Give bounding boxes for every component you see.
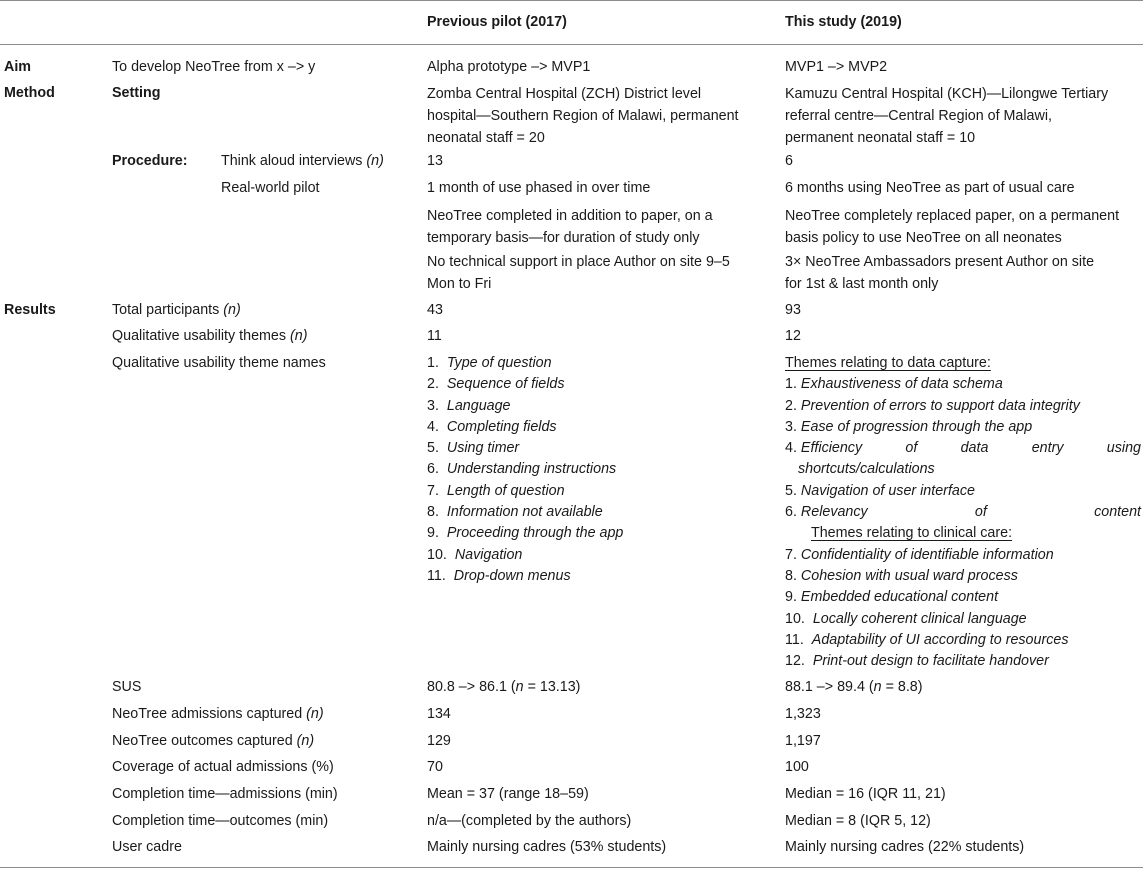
- list-item: [785, 630, 1141, 651]
- completion-outcomes-previous: n/a—(completed by the authors): [427, 813, 632, 829]
- list-num: 9.: [427, 525, 439, 542]
- header-rule: [0, 44, 1143, 45]
- list-num: 3.: [785, 418, 797, 435]
- think-aloud-n: (n): [366, 153, 384, 169]
- section-results: Results: [4, 302, 56, 318]
- top-rule: [0, 0, 1143, 1]
- pilot-this-3: [785, 251, 1094, 295]
- list-item: [427, 502, 623, 523]
- think-aloud-text: Think aloud interviews: [221, 153, 367, 169]
- list-text: Drop-down menus: [453, 567, 571, 584]
- coverage-previous: 70: [427, 759, 443, 775]
- completion-outcomes-label: Completion time—outcomes (min): [112, 813, 329, 829]
- setting-this: [785, 83, 1108, 149]
- themes-count-n: (n): [290, 328, 308, 344]
- setting-previous-line: hospital—Southern Region of Malawi, permanent: [427, 108, 739, 124]
- list-num: 5.: [427, 440, 439, 457]
- pilot-this-3-line: for 1st & last month only: [785, 276, 939, 292]
- list-item: [785, 566, 1141, 587]
- aim-previous: Alpha prototype –> MVP1: [427, 59, 591, 75]
- pilot-previous-3-line: No technical support in place Author on site 9–5: [427, 254, 730, 270]
- admissions-label: [112, 704, 324, 724]
- setting-previous: [427, 83, 739, 149]
- list-word: entry: [1031, 440, 1064, 457]
- list-word: data: [960, 440, 989, 457]
- list-text: Understanding instructions: [446, 461, 617, 478]
- list-word: using: [1106, 440, 1141, 457]
- outcomes-text: NeoTree outcomes captured: [112, 733, 297, 749]
- pilot-this-1: 6 months using NeoTree as part of usual care: [785, 180, 1075, 196]
- themes-heading-data-capture: [785, 353, 1141, 374]
- completion-admissions-previous: Mean = 37 (range 18–59): [427, 786, 589, 802]
- list-num: 3.: [427, 397, 439, 414]
- themes-count-previous: 11: [427, 328, 442, 344]
- sus-n: n: [515, 679, 524, 695]
- completion-admissions-label: Completion time—admissions (min): [112, 786, 338, 802]
- list-item: [785, 374, 1141, 395]
- pilot-previous-3: [427, 251, 730, 295]
- think-aloud-label: [221, 151, 384, 171]
- list-text: Proceeding through the app: [446, 525, 624, 542]
- total-participants-previous: 43: [427, 302, 443, 318]
- list-word: Efficiency: [800, 440, 863, 457]
- list-item: [427, 481, 623, 502]
- list-num: 10.: [427, 546, 447, 563]
- sus-this: [785, 677, 923, 697]
- pilot-previous-2: [427, 205, 713, 249]
- pilot-previous-2-line: NeoTree completed in addition to paper, on a: [427, 208, 713, 224]
- sus-text: = 13.13): [523, 679, 581, 695]
- aim-this: MVP1 –> MVP2: [785, 59, 888, 75]
- list-item: [785, 417, 1141, 438]
- list-word: Relevancy: [800, 504, 868, 521]
- total-participants-this: 93: [785, 302, 801, 318]
- sus-text: 80.8 –> 86.1 (: [427, 679, 516, 695]
- setting-this-line: referral centre—Central Region of Malawi,: [785, 108, 1052, 124]
- section-method: Method: [4, 85, 55, 101]
- list-num: 5.: [785, 482, 797, 499]
- list-text: shortcuts/calculations: [798, 461, 935, 478]
- list-item: [785, 481, 1141, 502]
- theme-names-this: [785, 353, 1141, 672]
- outcomes-n: (n): [296, 733, 315, 749]
- list-item: [785, 651, 1141, 672]
- header-previous-pilot: Previous pilot (2017): [427, 14, 567, 30]
- themes-count-this: 12: [785, 328, 801, 344]
- user-cadre-label: User cadre: [112, 839, 182, 855]
- theme-names-previous: [427, 353, 623, 587]
- pilot-label: Real-world pilot: [221, 180, 320, 196]
- list-item: [785, 396, 1141, 417]
- list-num: 10.: [785, 610, 805, 627]
- themes-heading-clinical-care: [785, 523, 1141, 544]
- list-word: content: [1094, 504, 1141, 521]
- list-num: 4.: [785, 440, 797, 457]
- list-item: [785, 609, 1141, 630]
- theme-names-label: Qualitative usability theme names: [112, 355, 326, 371]
- list-text: Ease of progression through the app: [800, 418, 1033, 435]
- list-num: 2.: [785, 397, 797, 414]
- setting-this-line: permanent neonatal staff = 10: [785, 130, 976, 146]
- pilot-previous-1: 1 month of use phased in over time: [427, 180, 651, 196]
- admissions-n: (n): [306, 706, 324, 722]
- list-word: of: [905, 440, 918, 457]
- list-num: 6.: [785, 504, 797, 521]
- list-text: Length of question: [446, 482, 565, 499]
- pilot-this-2: [785, 205, 1119, 249]
- list-text: Embedded educational content: [800, 589, 999, 606]
- think-aloud-previous: 13: [427, 153, 443, 169]
- list-num: 6.: [427, 461, 439, 478]
- list-item: [427, 353, 623, 374]
- list-item: [427, 459, 623, 480]
- list-text: Information not available: [446, 504, 603, 521]
- list-item: [427, 545, 623, 566]
- list-text: Prevention of errors to support data integrity: [800, 397, 1080, 414]
- list-item: [427, 523, 623, 544]
- list-text: Sequence of fields: [446, 376, 565, 393]
- list-num: 8.: [785, 567, 797, 584]
- pilot-previous-3-line: Mon to Fri: [427, 276, 492, 292]
- list-num: 9.: [785, 589, 797, 606]
- total-participants-label: [112, 300, 241, 320]
- list-text: Completing fields: [446, 418, 557, 435]
- list-word: of: [974, 504, 987, 521]
- list-num-word: [785, 438, 862, 459]
- list-text: Navigation: [454, 546, 523, 563]
- list-item-continuation: [785, 459, 1141, 480]
- user-cadre-this: Mainly nursing cadres (22% students): [785, 839, 1025, 855]
- outcomes-this: 1,197: [785, 733, 821, 749]
- list-num: 4.: [427, 418, 439, 435]
- sus-text: 88.1 –> 89.4 (: [785, 679, 874, 695]
- sus-label: SUS: [112, 679, 142, 695]
- list-item: [427, 417, 623, 438]
- coverage-label: Coverage of actual admissions (%): [112, 759, 334, 775]
- list-text: Print-out design to facilitate handover: [812, 653, 1049, 670]
- list-item: [785, 545, 1141, 566]
- setting-previous-line: neonatal staff = 20: [427, 130, 545, 146]
- sus-n: n: [873, 679, 882, 695]
- admissions-this: 1,323: [785, 706, 821, 722]
- list-num-word: [785, 502, 868, 523]
- setting-previous-line: Zomba Central Hospital (ZCH) District level: [427, 86, 702, 102]
- pilot-this-3-line: 3× NeoTree Ambassadors present Author on site: [785, 254, 1095, 270]
- list-num: 1.: [785, 376, 797, 393]
- header-this-study: This study (2019): [785, 14, 902, 30]
- section-aim: Aim: [4, 59, 32, 75]
- list-text: Type of question: [446, 355, 552, 371]
- coverage-this: 100: [785, 759, 809, 775]
- bottom-rule: [0, 867, 1143, 868]
- list-text: Exhaustiveness of data schema: [800, 376, 1003, 393]
- list-item: [427, 396, 623, 417]
- list-item: [785, 502, 1141, 523]
- list-text: Confidentiality of identifiable information: [800, 546, 1054, 563]
- list-num: 1.: [427, 355, 439, 371]
- list-text: Using timer: [446, 440, 520, 457]
- think-aloud-this: 6: [785, 153, 793, 169]
- outcomes-label: [112, 731, 314, 751]
- list-num: 12.: [785, 653, 805, 670]
- setting-this-line: Kamuzu Central Hospital (KCH)—Lilongwe Tertiary: [785, 86, 1109, 102]
- pilot-this-2-line: basis policy to use NeoTree on all neonates: [785, 230, 1062, 246]
- heading-text: Themes relating to data capture:: [785, 355, 991, 371]
- list-item: [427, 438, 623, 459]
- heading-text: Themes relating to clinical care:: [811, 525, 1013, 542]
- completion-outcomes-this: Median = 8 (IQR 5, 12): [785, 813, 931, 829]
- aim-label: To develop NeoTree from x –> y: [112, 59, 316, 75]
- total-participants-n: (n): [223, 302, 241, 318]
- list-text: Cohesion with usual ward process: [800, 567, 1018, 584]
- list-num: 2.: [427, 376, 439, 393]
- sus-previous: [427, 677, 580, 697]
- list-num: 8.: [427, 504, 439, 521]
- total-participants-text: Total participants: [112, 302, 224, 318]
- list-text: Locally coherent clinical language: [812, 610, 1027, 627]
- pilot-this-2-line: NeoTree completely replaced paper, on a permanent: [785, 208, 1120, 224]
- user-cadre-previous: Mainly nursing cadres (53% students): [427, 839, 667, 855]
- list-num: 11.: [427, 567, 446, 584]
- list-text: Language: [446, 397, 511, 414]
- themes-count-label: [112, 326, 307, 346]
- sus-text: = 8.8): [881, 679, 923, 695]
- pilot-previous-2-line: temporary basis—for duration of study only: [427, 230, 700, 246]
- list-num: 7.: [785, 546, 797, 563]
- completion-admissions-this: Median = 16 (IQR 11, 21): [785, 786, 946, 802]
- list-item: [785, 587, 1141, 608]
- list-text: Adaptability of UI according to resources: [811, 631, 1069, 648]
- list-item: [427, 566, 623, 587]
- admissions-previous: 134: [427, 706, 451, 722]
- list-num: 7.: [427, 482, 439, 499]
- outcomes-previous: 129: [427, 733, 451, 749]
- admissions-text: NeoTree admissions captured: [112, 706, 307, 722]
- setting-label: Setting: [112, 85, 161, 101]
- list-text: Navigation of user interface: [800, 482, 975, 499]
- procedure-label: Procedure:: [112, 153, 188, 169]
- list-num: 11.: [785, 631, 804, 648]
- themes-count-text: Qualitative usability themes: [112, 328, 290, 344]
- list-item: [785, 438, 1141, 459]
- list-item: [427, 374, 623, 395]
